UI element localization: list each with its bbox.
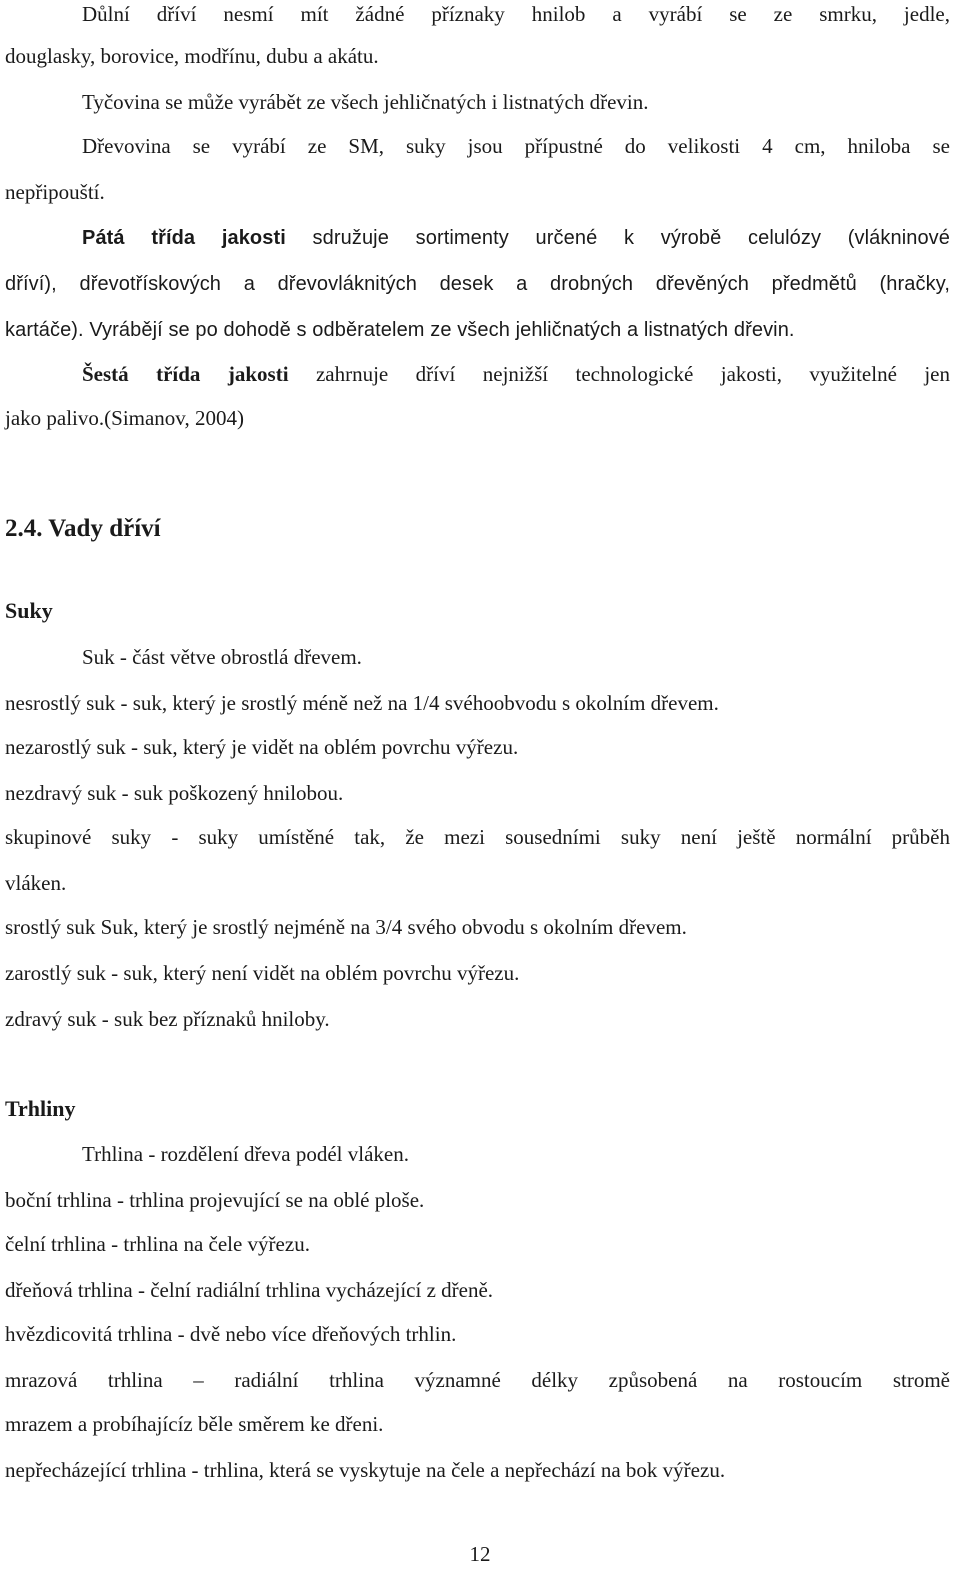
subsection-heading-trhliny: Trhliny: [5, 1096, 76, 1121]
definition-line: skupinové suky - suky umístěné tak, že mezi sousedními suky není ještě normální průběh: [5, 825, 950, 849]
definition-line: čelní trhlina - trhlina na čele výřezu.: [5, 1232, 310, 1256]
definition-line: srostlý suk Suk, který je srostlý nejméně na 3/4 svého obvodu s okolním dřevem.: [5, 915, 687, 939]
page-number: 12: [469, 1542, 491, 1566]
body-line: Důlní dříví nesmí mít žádné příznaky hnilob a vyrábí se ze smrku, jedle,: [82, 2, 950, 26]
body-line: jako palivo.(Simanov, 2004): [5, 406, 244, 430]
definition-line: dřeňová trhlina - čelní radiální trhlina vycházející z dřeně.: [5, 1278, 494, 1302]
definition-line: zdravý suk - suk bez příznaků hniloby.: [5, 1007, 330, 1031]
definition-line: Trhlina - rozdělení dřeva podél vláken.: [82, 1142, 409, 1166]
body-line: Tyčovina se může vyrábět ze všech jehličnatých i listnatých dřevin.: [82, 90, 649, 114]
body-text: sdružuje sortimenty určené k výrobě celulózy (vlákninové: [285, 227, 951, 249]
term-sixth-class: Šestá třída jakosti: [82, 362, 289, 386]
definition-line: nepřecházející trhlina - trhlina, která se vyskytuje na čele a nepřechází na bok výřezu.: [5, 1458, 726, 1482]
section-heading: 2.4. Vady dříví: [5, 515, 161, 542]
body-text: zahrnuje dříví nejnižší technologické jakosti, využitelné jen: [288, 362, 950, 386]
paragraph-fifth-class: [82, 224, 950, 252]
definition-line: mrazem a probíhajícíz běle směrem ke dřeni.: [5, 1412, 384, 1436]
body-line: Dřevovina se vyrábí ze SM, suky jsou přípustné do velikosti 4 cm, hniloba se: [82, 134, 950, 158]
body-line: nepřipouští.: [5, 180, 105, 204]
definition-line: nesrostlý suk - suk, který je srostlý méně než na 1/4 svéhoobvodu s okolním dřevem.: [5, 691, 719, 715]
body-line: dříví), dřevotřískových a dřevovláknitých desek a drobných dřevěných předmětů (hračky,: [5, 273, 950, 295]
definition-line: vláken.: [5, 871, 67, 895]
term-fifth-class: Pátá třída jakosti: [82, 227, 286, 249]
body-line: douglasky, borovice, modřínu, dubu a akátu.: [5, 44, 379, 68]
definition-line: boční trhlina - trhlina projevující se na oblé ploše.: [5, 1188, 425, 1212]
paragraph-sixth-class: [82, 360, 950, 388]
definition-line: nezarostlý suk - suk, který je vidět na oblém povrchu výřezu.: [5, 735, 519, 759]
definition-line: nezdravý suk - suk poškozený hnilobou.: [5, 781, 344, 805]
definition-line: mrazová trhlina – radiální trhlina významné délky způsobená na rostoucím stromě: [5, 1368, 950, 1392]
subsection-heading-suky: Suky: [5, 598, 53, 623]
definition-line: Suk - část větve obrostlá dřevem.: [82, 645, 362, 669]
body-line: kartáče). Vyrábějí se po dohodě s odběratelem ze všech jehličnatých a listnatých dřevin.: [5, 319, 795, 341]
definition-line: zarostlý suk - suk, který není vidět na oblém povrchu výřezu.: [5, 961, 520, 985]
definition-line: hvězdicovitá trhlina - dvě nebo více dřeňových trhlin.: [5, 1322, 457, 1346]
